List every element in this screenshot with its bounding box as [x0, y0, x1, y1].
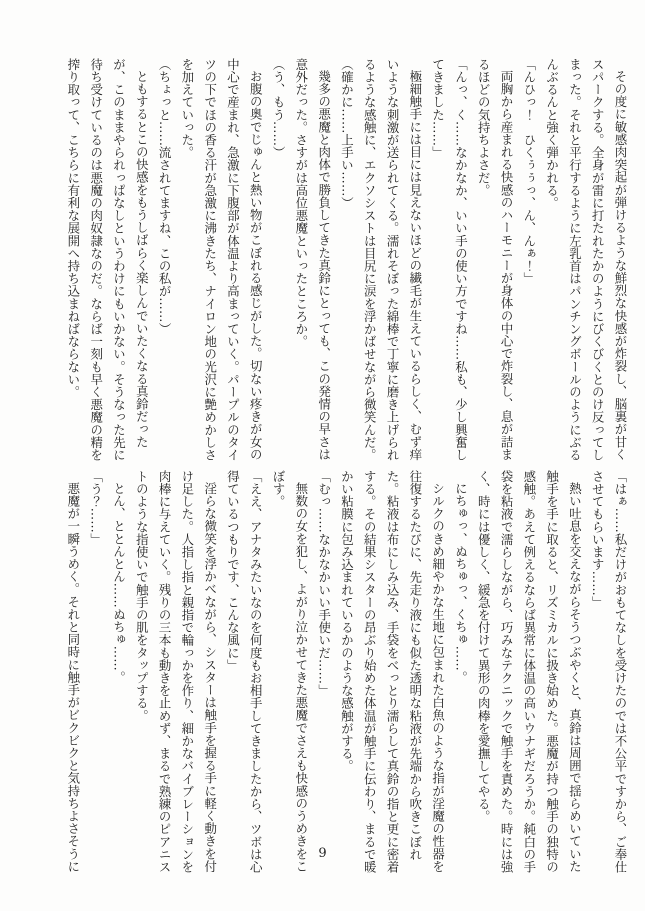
paragraph: 両胸から産まれる快感のハーモニーが身体の中心で炸裂し、息が詰まるほどの気持ちよさだ。 — [476, 58, 515, 461]
paragraph: 「はぁ……私だけがおもてなしを受けたのでは不公平ですから、ご奉仕させてもらいます……」 — [590, 470, 628, 874]
paragraph: （確かに……上手い……） — [339, 58, 355, 210]
paragraph: 淫らな微笑を浮かべながら、シスターは触手を握る手に軽く動きを付け足した。人指し指と親指で輪っかを作り、細かなバイブレーションを肉棒に与えていく。残りの三本も動きを止めず、まるで熟練のピアニストのような指使いで触手の肌をタップする。 — [134, 470, 218, 874]
paragraph: 無数の女を犯し、よがり泣かせてきた悪魔でさえも快感のうめきをこぼす。 — [271, 470, 309, 873]
paragraph: （ちょっと……流されてますね、この私が……） — [157, 58, 173, 336]
text-block-top — [61, 58, 631, 464]
paragraph: 「ええ、アナタみたいなのを何度もお相手してきましたから、ツボは心得ているつもりです、こんな風に」 — [225, 470, 264, 874]
paragraph: 極細触手には目には見えないほどの繊毛が生えているらしく、むず痒いような刺激が送られてくる。濡れそぼった綿棒で丁寧に磨き上げられるような感触に、エクソシストは目尻に涙を浮かばせながら微笑んだ。 — [362, 58, 423, 462]
paragraph: 「う？……」 — [88, 470, 104, 546]
paragraph: その度に敏感肉突起が弾けるような鮮烈な快感が炸裂し、脳裏が甘くスパークする。全身が雷に打たれたかのようにびくびくとのけ反ってしまった。それと平行するように左乳首はパンチングボールのようにぶるんぶるんと強く弾かれる。 — [544, 58, 628, 462]
paragraph: 幾多の悪魔と肉体で勝負してきた真鈴にとっても、この発情の早さは意外だった。さすがは高位悪魔といったところか。 — [293, 58, 332, 461]
paragraph: 「んっ、く……なかなか、いい手の使い方ですね……私も、少し興奮してきました……」 — [430, 58, 469, 462]
text-block-bottom — [61, 470, 631, 876]
paragraph: とん、ととんとん……ぬちゅ……。 — [111, 482, 127, 684]
paragraph: ともするとこの快感をもうしばらく楽しんでいたくなる真鈴だったが、このままやられっぱなしというわけにもいかない。そうなった先に待ち受けているのは悪魔の肉奴隷なのだ。ならば一刻も早く悪魔の精を搾り取って、こちらに有利な展開へ持ち込まねばならない。 — [65, 58, 150, 462]
paragraph: （う、もう……） — [271, 58, 287, 159]
paragraph: 熱い吐息を交えながらそうつぶやくと、真鈴は周囲で揺らめいていた触手を手に取ると、リズミカルに扱き始めた。悪魔が持つ触手の独特の感触。あえて例えるならば異常に体温の高いウナギだろうか。純白の手袋を粘液で濡らしながら、巧みなテクニックで触手を責めた。時には強く、時には優しく、緩急を付けて異形の肉棒を愛撫してやる。 — [476, 470, 583, 874]
paragraph: 「んひっ！ ひくぅぅっ、ん、んぁ！」 — [521, 58, 537, 285]
paragraph: 「むっ……なかなかいい手使いだ……」 — [316, 470, 332, 697]
paragraph: 悪魔が一瞬うめく。それと同時に触手がビクビクと気持ちよさそうに — [65, 482, 81, 873]
paragraph: にちゅっ、ぬちゅっ、くちゅ……。 — [453, 482, 469, 684]
page-number: 9 — [318, 846, 327, 861]
paragraph: シルクのきめ細やかな生地に包まれた白魚のような指が淫魔の性器を往復するたびに、先走り液にも似た透明な粘液が先端から吹きこぼれた。粘液は布にしみ込み、手袋をべっとり濡らして真鈴の指と更に密着する。その結果シスターの昂ぶり始めた体温が触手に伝わり、まるで暖かい粘膜に包み込まれているかのような感触がする。 — [339, 470, 446, 874]
paragraph: お腹の奥でじゅんと熱い物がこぼれる感じがした。切ない疼きが女の中心で産まれ、急激に下腹部が体温より高まっていく。パープルのタイツの下でほの香る汗が急激に沸きたち、ナイロン地の光沢に艶めかしさを加えていった。 — [179, 58, 264, 462]
